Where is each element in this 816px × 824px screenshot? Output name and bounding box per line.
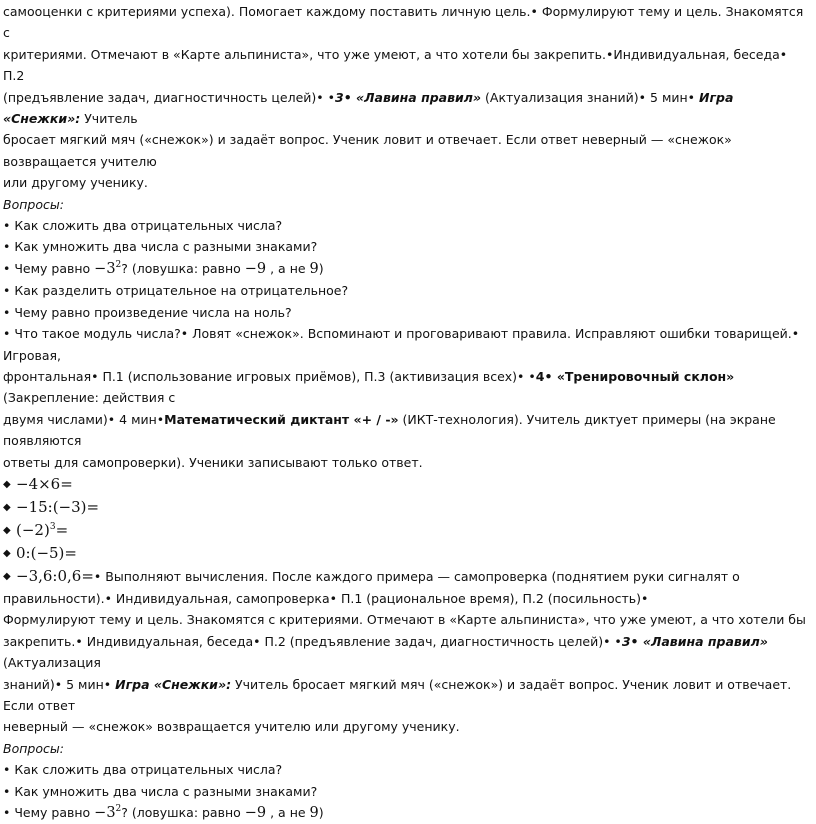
math-expression — [94, 261, 121, 277]
text-run: • Чему равно — [3, 260, 95, 276]
question-item: • Чему равно произведение числа на ноль? — [3, 304, 292, 320]
stage-title: 4• «Тренировочный склон» — [535, 368, 735, 384]
game-title: Игра «Снежки»: — [115, 676, 232, 692]
text-line: правильности).• Индивидуальная, самопроверка• П.1 (рациональное время), П.2 (посильность)• — [3, 590, 649, 606]
text-run: закрепить.• Индивидуальная, беседа• П.2 (предъявление задач, диагностичность целей)• • — [3, 633, 622, 649]
math-expression — [94, 805, 121, 821]
math-expression: 9 — [309, 260, 319, 277]
math-expression: −3,6:0,6= — [16, 566, 94, 585]
math-expression — [16, 520, 68, 541]
question-item: • Как умножить два числа с разными знаками? — [3, 239, 318, 255]
question-item: • Как сложить два отрицательных числа? — [3, 762, 283, 778]
math-expression: −15:(−3)= — [16, 497, 100, 516]
question-item: • Как умножить два числа с разными знаками? — [3, 783, 318, 799]
text-run: ? (ловушка: равно — [121, 805, 245, 820]
example-item — [3, 542, 812, 565]
text-run: знаний)• 5 мин• — [3, 676, 116, 692]
math-base: −3 — [94, 805, 116, 821]
example-item — [3, 496, 812, 519]
diamond-bullet-icon: ◆ — [3, 570, 11, 582]
math-expression: 9 — [309, 805, 319, 821]
math-expression: −9 — [244, 260, 267, 277]
text-line: ответы для самопроверки). Ученики записывают только ответ. — [3, 454, 423, 470]
math-equals: = — [55, 520, 69, 539]
text-run: (ИКТ-технология). Учитель диктует примеры (на экране появляются — [3, 411, 776, 449]
question-item: • Как разделить отрицательное на отрицательное? — [3, 283, 349, 299]
math-expression: −9 — [244, 805, 267, 821]
diamond-bullet-icon: ◆ — [3, 501, 11, 513]
text-line: самооценки с критериями успеха). Помогает каждому поставить личную цель.• Формулируют тему и цель. Знакомятся с — [3, 4, 804, 41]
dictation-title: Математический диктант «+ / -» — [164, 411, 399, 427]
math-expression: −4×6= — [16, 474, 73, 493]
game-title: Игра «Снежки»: — [3, 89, 734, 127]
math-base: (−2) — [16, 520, 50, 539]
diamond-bullet-icon: ◆ — [3, 524, 11, 536]
text-run: (Актуализация знаний)• 5 мин• — [481, 89, 700, 105]
questions-label: Вопросы: — [3, 196, 64, 212]
math-exponent: 3 — [49, 521, 56, 532]
example-item — [3, 519, 812, 542]
text-run: (Закрепление: действия с — [3, 390, 176, 406]
text-run: • Чему равно — [3, 805, 95, 820]
questions-label: Вопросы: — [3, 740, 64, 756]
text-run: ) — [318, 260, 324, 276]
question-item — [3, 802, 812, 824]
text-run: (Актуализация — [3, 655, 101, 671]
diamond-bullet-icon: ◆ — [3, 478, 11, 490]
text-line — [3, 409, 812, 452]
text-run: , а не — [266, 805, 310, 820]
math-expression: 0:(−5)= — [16, 543, 77, 562]
math-base: −3 — [94, 260, 116, 277]
text-line — [3, 87, 812, 130]
text-line: или другому ученику. — [3, 175, 148, 191]
stage-title: 3• «Лавина правил» — [621, 633, 768, 649]
text-run: Учитель — [80, 111, 138, 127]
text-run: фронтальная• П.1 (использование игровых приёмов), П.3 (активизация всех)• • — [3, 368, 536, 384]
question-item — [3, 258, 812, 280]
example-item — [3, 473, 812, 496]
text-line: неверный — «снежок» возвращается учителю или другому ученику. — [3, 719, 460, 735]
text-run: • Выполняют вычисления. После каждого примера — самопроверка (поднятием руки сигналят о — [93, 568, 740, 584]
text-line: Формулируют тему и цель. Знакомятся с критериями. Отмечают в «Карте альпиниста», что уже умеют, а что хотели бы — [3, 612, 806, 628]
math-exponent: 2 — [115, 259, 122, 270]
text-run: , а не — [266, 260, 310, 276]
text-line — [3, 674, 812, 717]
text-run: Учитель бросает мягкий мяч («снежок») и задаёт вопрос. Ученик ловит и отвечает. Если ответ — [3, 676, 792, 713]
text-line — [3, 366, 812, 409]
text-line — [3, 631, 812, 674]
stage-title: 3• «Лавина правил» — [335, 89, 482, 105]
text-run: двумя числами)• 4 мин• — [3, 411, 165, 427]
example-item — [3, 565, 812, 588]
text-run: (предъявление задач, диагностичность целей)• • — [3, 89, 336, 105]
text-line: критериями. Отмечают в «Карте альпиниста», что уже умеют, а что хотели бы закрепить.•Индивидуальная, беседа• П.2 — [3, 46, 788, 84]
text-line: бросает мягкий мяч («снежок») и задаёт вопрос. Ученик ловит и отвечает. Если ответ неверный — «снежок» возвращается учителю — [3, 132, 732, 169]
text-run: ? (ловушка: равно — [121, 260, 245, 276]
math-exponent: 2 — [115, 804, 122, 814]
text-line: • Что такое модуль числа?• Ловят «снежок». Вспоминают и проговаривают правила. Исправляют ошибки товарищей.• Игровая, — [3, 326, 800, 363]
diamond-bullet-icon: ◆ — [3, 547, 11, 559]
question-item: • Как сложить два отрицательных числа? — [3, 218, 283, 234]
text-run: ) — [318, 805, 324, 820]
